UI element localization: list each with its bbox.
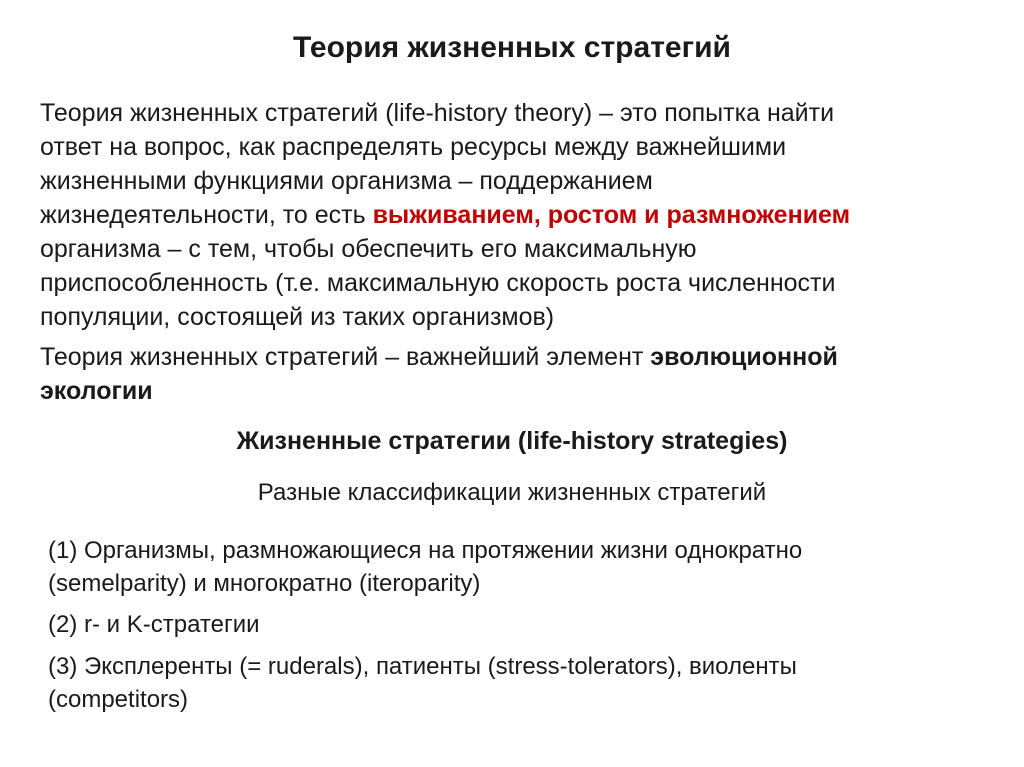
definition-highlight: выживанием, ростом и размножением <box>372 201 851 229</box>
definition-text-part2: организма – с тем, чтобы обеспечить его максимальную приспособленность (т.е. максимальную скорость роста численности популяции, состоящей из таких организмов) <box>40 235 836 331</box>
definition-paragraph <box>40 96 990 334</box>
evolution-bold-text: эволюционной экологии <box>40 343 838 405</box>
classification-item-2: (2) r- и K-стратегии <box>48 611 260 638</box>
evolution-paragraph <box>40 340 990 408</box>
slide-title: Теория жизненных стратегий <box>293 31 731 64</box>
classifications-heading: Разные классификации жизненных стратегий <box>257 479 767 506</box>
strategies-subtitle: Жизненные стратегии (life-history strategies) <box>236 427 788 455</box>
evolution-text: Теория жизненных стратегий – важнейший элемент <box>40 343 651 371</box>
classification-item-3: (3) Эксплеренты (= ruderals), патиенты (stress-tolerators), виоленты (competitors) <box>48 653 797 713</box>
definition-text-part1: Теория жизненных стратегий (life-history theory) – это попытка найти ответ на вопрос, как распределять ресурсы между важнейшими жизненными функциями организма – поддержанием жизнедеятельности, то есть <box>40 99 835 229</box>
classification-item-1: (1) Организмы, размножающиеся на протяжении жизни однократно (semelparity) и многократно (iteroparity) <box>48 537 803 597</box>
